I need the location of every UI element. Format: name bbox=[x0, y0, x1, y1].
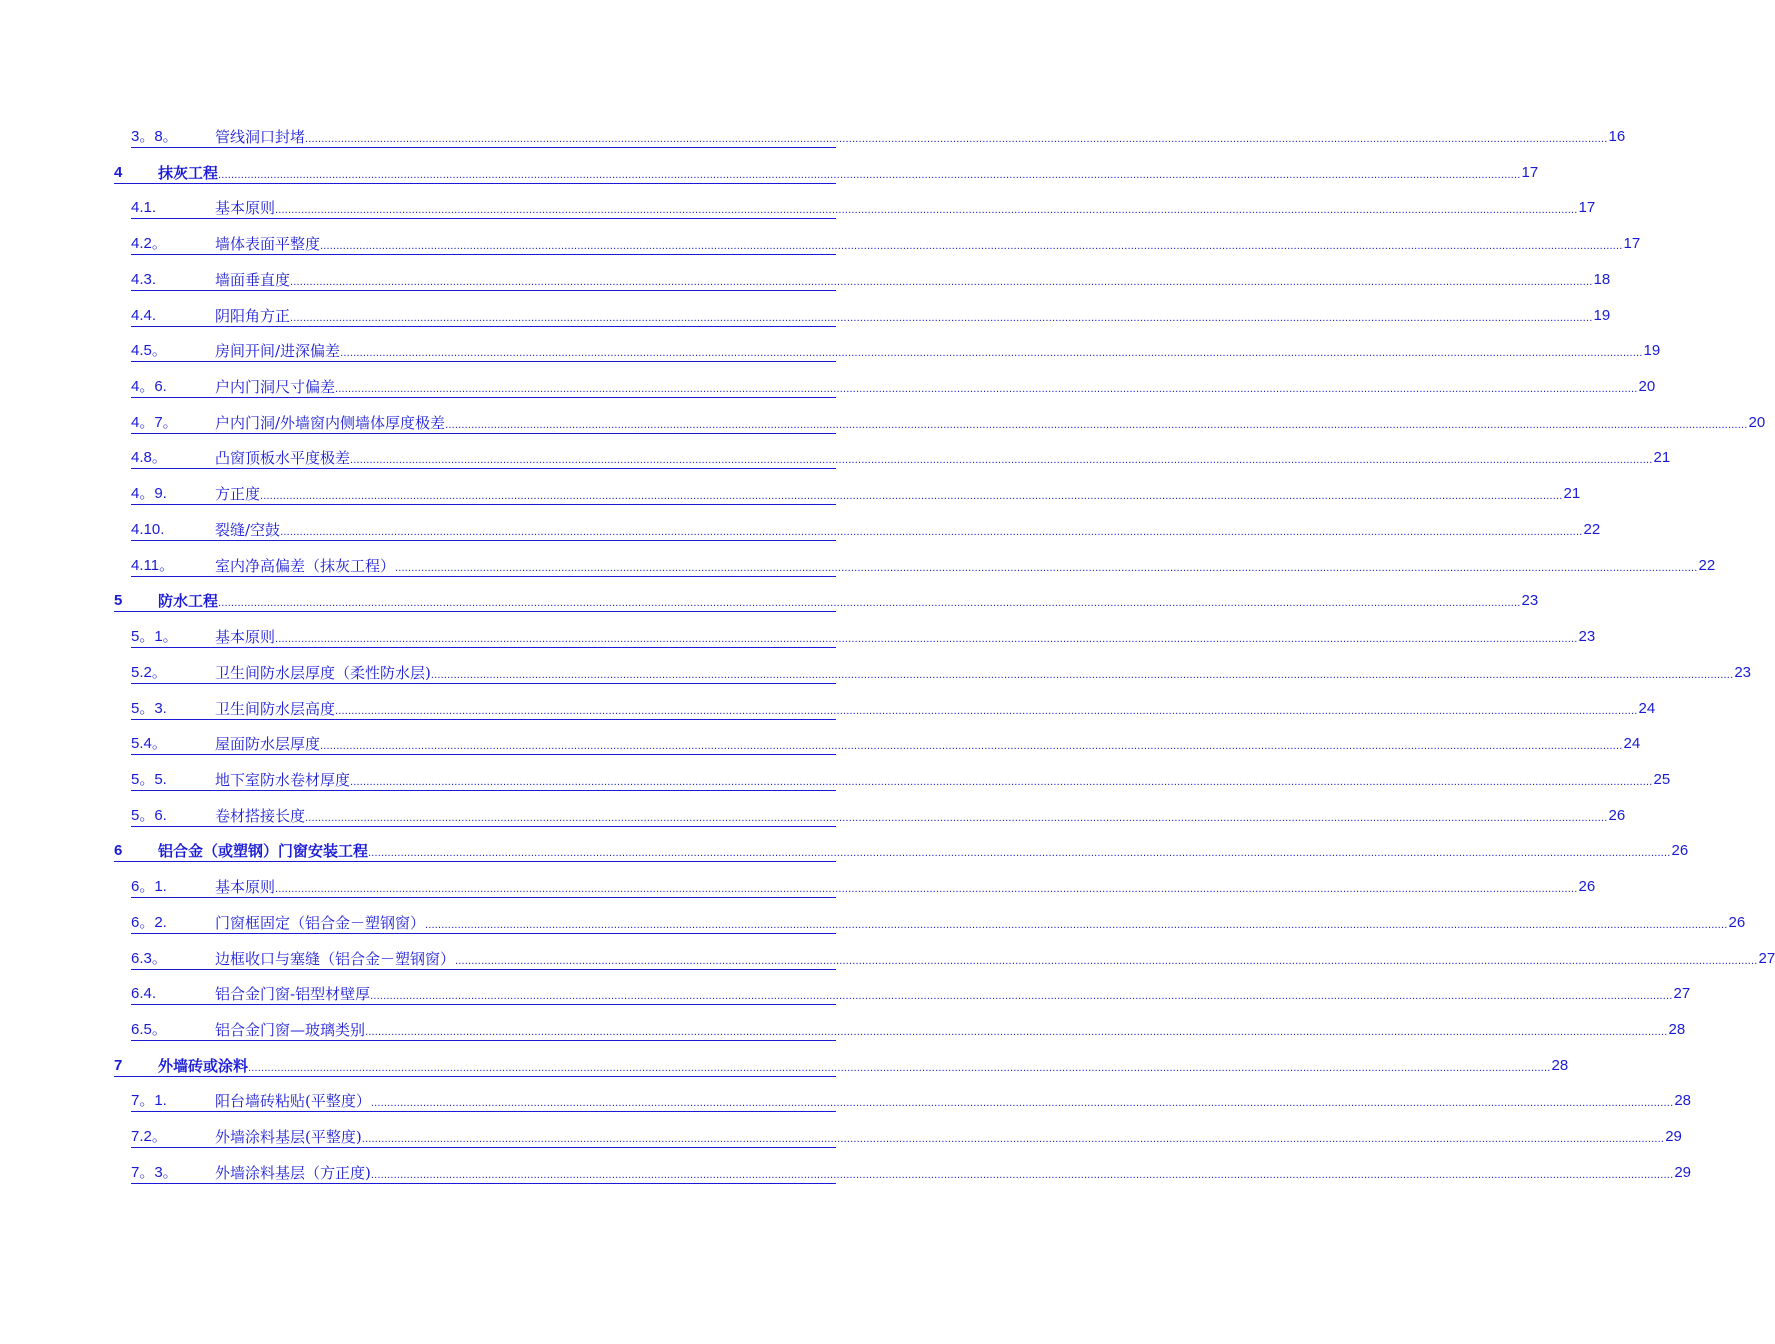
toc-page-number: 24 bbox=[1638, 699, 1656, 717]
toc-entry-line bbox=[114, 838, 1689, 862]
toc-entry-title: 裂缝/空鼓 bbox=[215, 520, 281, 539]
toc-entry-number: 6.4. bbox=[131, 985, 157, 1003]
toc-page-number: 24 bbox=[1623, 735, 1641, 753]
toc-dot-leader: ................................................................................................................................................................................................................................................................................................................................................................................................................ bbox=[275, 204, 1578, 217]
toc-dot-leader: ................................................................................................................................................................................................................................................................................................................................................................................................................ bbox=[335, 704, 1638, 717]
toc-section-entry[interactable] bbox=[0, 553, 1716, 577]
toc-section-entry[interactable] bbox=[0, 946, 1775, 970]
toc-dot-leader: ................................................................................................................................................................................................................................................................................................................................................................................................................ bbox=[260, 490, 1563, 503]
toc-page-number: 20 bbox=[1748, 413, 1766, 431]
toc-dot-leader: ................................................................................................................................................................................................................................................................................................................................................................................................................ bbox=[275, 633, 1578, 646]
toc-dot-leader: ................................................................................................................................................................................................................................................................................................................................................................................................................ bbox=[361, 1133, 1665, 1146]
toc-dot-leader: ................................................................................................................................................................................................................................................................................................................................................................................................................ bbox=[350, 454, 1653, 467]
toc-dot-leader: ................................................................................................................................................................................................................................................................................................................................................................................................................ bbox=[290, 311, 1593, 324]
toc-entry-title: 基本原则 bbox=[215, 878, 276, 897]
toc-entry-number: 4.11。 bbox=[131, 556, 175, 574]
toc-dot-leader: ................................................................................................................................................................................................................................................................................................................................................................................................................ bbox=[425, 918, 1728, 931]
toc-page-number: 28 bbox=[1551, 1056, 1569, 1074]
toc-section-entry[interactable] bbox=[0, 803, 1626, 827]
toc-page-number: 26 bbox=[1578, 878, 1596, 896]
toc-section-entry[interactable] bbox=[0, 410, 1766, 434]
toc-section-entry[interactable] bbox=[0, 1088, 1692, 1112]
toc-entry-number: 4.3. bbox=[131, 270, 157, 288]
toc-entry-title: 卷材搭接长度 bbox=[215, 806, 306, 825]
toc-entry-number: 4.5。 bbox=[131, 342, 167, 360]
toc-entry-number: 6 bbox=[114, 842, 123, 860]
toc-page-number: 20 bbox=[1638, 378, 1656, 396]
toc-page-number: 26 bbox=[1608, 806, 1626, 824]
toc-entry-title: 基本原则 bbox=[215, 628, 276, 647]
toc-entry-line bbox=[131, 946, 1775, 970]
toc-entry-number: 4。9. bbox=[131, 485, 167, 503]
toc-dot-leader: ................................................................................................................................................................................................................................................................................................................................................................................................................ bbox=[275, 883, 1578, 896]
toc-entry-line bbox=[131, 767, 1671, 791]
toc-entry-title: 户内门洞/外墙窗内侧墙体厚度极差 bbox=[215, 413, 446, 432]
toc-dot-leader: ................................................................................................................................................................................................................................................................................................................................................................................................................ bbox=[430, 668, 1734, 681]
toc-dot-leader: ................................................................................................................................................................................................................................................................................................................................................................................................................ bbox=[305, 133, 1608, 145]
toc-page-number: 26 bbox=[1728, 913, 1746, 931]
toc-entry-number: 6。2. bbox=[131, 913, 167, 931]
toc-entry-number: 7 bbox=[114, 1056, 123, 1074]
toc-entry-title: 铝合金门窗-铝型材壁厚 bbox=[215, 985, 371, 1004]
toc-page-number: 17 bbox=[1521, 163, 1539, 181]
toc-page-number: 29 bbox=[1665, 1128, 1682, 1146]
toc-entry-number: 5。5. bbox=[131, 770, 167, 788]
toc-dot-leader: ................................................................................................................................................................................................................................................................................................................................................................................................................ bbox=[368, 847, 1671, 860]
toc-section-entry[interactable] bbox=[0, 1017, 1686, 1041]
toc-dot-leader: ................................................................................................................................................................................................................................................................................................................................................................................................................ bbox=[320, 740, 1623, 753]
toc-page-number: 26 bbox=[1671, 842, 1689, 860]
toc-page-number: 23 bbox=[1578, 628, 1596, 646]
toc-entry-line bbox=[131, 195, 1596, 219]
toc-section-entry[interactable] bbox=[0, 731, 1641, 755]
toc-page-number: 28 bbox=[1668, 1021, 1686, 1038]
toc-entry-line bbox=[131, 338, 1661, 362]
toc-entry-line bbox=[131, 1160, 1692, 1184]
toc-entry-number: 7。3。 bbox=[131, 1163, 178, 1181]
toc-page-number: 19 bbox=[1593, 306, 1611, 324]
toc-entry-line bbox=[114, 588, 1539, 612]
toc-dot-leader: ................................................................................................................................................................................................................................................................................................................................................................................................................ bbox=[395, 561, 1698, 574]
toc-entry-line bbox=[131, 445, 1671, 469]
toc-dot-leader: ................................................................................................................................................................................................................................................................................................................................................................................................................ bbox=[370, 990, 1673, 1003]
toc-entry-number: 6.3。 bbox=[131, 949, 167, 967]
toc-entry-title: 房间开间/进深偏差 bbox=[215, 342, 341, 361]
toc-chapter-entry[interactable] bbox=[0, 160, 1539, 184]
toc-page-number: 18 bbox=[1593, 270, 1611, 288]
toc-entry-number: 6。1. bbox=[131, 878, 167, 896]
toc-page-number: 21 bbox=[1563, 485, 1581, 503]
toc-entry-number: 5.2。 bbox=[131, 663, 167, 681]
toc-entry-title: 方正度 bbox=[215, 485, 261, 504]
toc-section-entry[interactable] bbox=[0, 1160, 1692, 1184]
toc-page-number: 27 bbox=[1673, 985, 1691, 1003]
toc-entry-title: 阴阳角方正 bbox=[215, 306, 291, 325]
toc-entry-line bbox=[131, 374, 1656, 398]
toc-entry-line bbox=[114, 1053, 1569, 1077]
toc-section-entry[interactable] bbox=[0, 874, 1596, 898]
toc-entry-line bbox=[131, 1124, 1682, 1148]
toc-section-entry[interactable] bbox=[0, 124, 1626, 148]
toc-entry-title: 铝合金门窗—玻璃类别 bbox=[215, 1021, 366, 1039]
toc-entry-number: 4.1. bbox=[131, 199, 157, 217]
toc-section-entry[interactable] bbox=[0, 910, 1746, 934]
toc-entry-line bbox=[131, 696, 1656, 720]
toc-entry-line bbox=[131, 303, 1611, 327]
toc-section-entry[interactable] bbox=[0, 517, 1601, 541]
toc-dot-leader: ................................................................................................................................................................................................................................................................................................................................................................................................................ bbox=[305, 811, 1608, 824]
toc-entry-number: 7.2。 bbox=[131, 1128, 167, 1146]
toc-entry-title: 地下室防水卷材厚度 bbox=[215, 770, 351, 789]
toc-section-entry[interactable] bbox=[0, 660, 1752, 684]
toc-page-number: 29 bbox=[1674, 1163, 1692, 1181]
toc-page-number: 23 bbox=[1734, 663, 1752, 681]
toc-entry-title: 墙体表面平整度 bbox=[215, 235, 321, 254]
toc-dot-leader: ................................................................................................................................................................................................................................................................................................................................................................................................................ bbox=[370, 1168, 1674, 1181]
toc-entry-number: 4。6. bbox=[131, 378, 167, 396]
toc-entry-number: 5。6. bbox=[131, 806, 167, 824]
toc-entry-number: 5。1。 bbox=[131, 628, 178, 646]
toc-section-entry[interactable] bbox=[0, 267, 1611, 291]
toc-page-number: 17 bbox=[1578, 199, 1596, 217]
toc-entry-line bbox=[131, 553, 1716, 577]
toc-entry-number: 5。3. bbox=[131, 699, 167, 717]
toc-entry-title: 屋面防水层厚度 bbox=[215, 735, 321, 754]
toc-entry-line bbox=[131, 731, 1641, 755]
toc-entry-title: 基本原则 bbox=[215, 199, 276, 218]
toc-dot-leader: ................................................................................................................................................................................................................................................................................................................................................................................................................ bbox=[335, 383, 1638, 396]
toc-dot-leader: ................................................................................................................................................................................................................................................................................................................................................................................................................ bbox=[320, 240, 1623, 253]
toc-entry-line bbox=[131, 803, 1626, 827]
toc-entry-line bbox=[131, 231, 1641, 255]
toc-dot-leader: ................................................................................................................................................................................................................................................................................................................................................................................................................ bbox=[350, 775, 1653, 788]
toc-entry-title: 外墙砖或涂料 bbox=[158, 1056, 249, 1075]
toc-section-entry[interactable] bbox=[0, 303, 1611, 327]
toc-section-entry[interactable] bbox=[0, 481, 1581, 505]
toc-entry-line bbox=[131, 660, 1752, 684]
toc-section-entry[interactable] bbox=[0, 767, 1671, 791]
toc-entry-number: 4.10. bbox=[131, 520, 165, 538]
toc-section-entry[interactable] bbox=[0, 338, 1661, 362]
toc-dot-leader: ................................................................................................................................................................................................................................................................................................................................................................................................................ bbox=[445, 418, 1748, 431]
toc-entry-line bbox=[131, 874, 1596, 898]
toc-entry-title: 外墙涂料基层(平整度) bbox=[215, 1128, 362, 1147]
toc-entry-title: 室内净高偏差（抹灰工程） bbox=[215, 556, 396, 575]
toc-entry-number: 4.8。 bbox=[131, 449, 167, 467]
toc-dot-leader: ................................................................................................................................................................................................................................................................................................................................................................................................................ bbox=[280, 525, 1583, 538]
toc-entry-title: 铝合金（或塑钢）门窗安装工程 bbox=[158, 842, 369, 861]
toc-entry-line bbox=[131, 410, 1766, 434]
toc-section-entry[interactable] bbox=[0, 981, 1691, 1005]
toc-entry-number: 5 bbox=[114, 592, 123, 610]
toc-entry-title: 卫生间防水层厚度（柔性防水层) bbox=[215, 663, 431, 682]
toc-entry-number: 5.4。 bbox=[131, 735, 167, 753]
toc-entry-line bbox=[131, 1017, 1686, 1041]
toc-page-number: 23 bbox=[1521, 592, 1539, 610]
toc-page-number: 27 bbox=[1758, 949, 1775, 967]
toc-section-entry[interactable] bbox=[0, 1124, 1682, 1148]
toc-page-number: 19 bbox=[1643, 342, 1661, 360]
toc-page-number: 22 bbox=[1583, 520, 1601, 538]
toc-entry-title: 管线洞口封堵 bbox=[215, 128, 306, 146]
toc-dot-leader: ................................................................................................................................................................................................................................................................................................................................................................................................................ bbox=[370, 1097, 1674, 1110]
toc-entry-line bbox=[131, 124, 1626, 148]
toc-entry-line bbox=[114, 160, 1539, 184]
toc-entry-title: 防水工程 bbox=[158, 592, 219, 611]
toc-dot-leader: ................................................................................................................................................................................................................................................................................................................................................................................................................ bbox=[290, 275, 1593, 288]
toc-entry-title: 凸窗顶板水平度极差 bbox=[215, 449, 351, 468]
toc-section-entry[interactable] bbox=[0, 624, 1596, 648]
toc-section-entry[interactable] bbox=[0, 195, 1596, 219]
toc-entry-line bbox=[131, 481, 1581, 505]
toc-entry-title: 抹灰工程 bbox=[158, 163, 219, 182]
toc-section-entry[interactable] bbox=[0, 445, 1671, 469]
toc-dot-leader: ................................................................................................................................................................................................................................................................................................................................................................................................................ bbox=[365, 1026, 1668, 1038]
toc-entry-title: 门窗框固定（铝合金－塑钢窗） bbox=[215, 913, 426, 932]
toc-page-number: 17 bbox=[1623, 235, 1641, 253]
toc-dot-leader: ................................................................................................................................................................................................................................................................................................................................................................................................................ bbox=[218, 168, 1521, 181]
toc-entry-number: 4.2。 bbox=[131, 235, 167, 253]
toc-dot-leader: ................................................................................................................................................................................................................................................................................................................................................................................................................ bbox=[248, 1061, 1551, 1074]
toc-page-number: 28 bbox=[1674, 1092, 1692, 1110]
toc-entry-title: 墙面垂直度 bbox=[215, 270, 291, 289]
toc-entry-line bbox=[131, 517, 1601, 541]
toc-dot-leader: ................................................................................................................................................................................................................................................................................................................................................................................................................ bbox=[218, 597, 1521, 610]
toc-entry-title: 卫生间防水层高度 bbox=[215, 699, 336, 718]
toc-page-number: 21 bbox=[1653, 449, 1671, 467]
toc-entry-number: 7。1. bbox=[131, 1092, 167, 1110]
toc-section-entry[interactable] bbox=[0, 231, 1641, 255]
toc-dot-leader: ................................................................................................................................................................................................................................................................................................................................................................................................................ bbox=[455, 954, 1758, 967]
toc-entry-number: 3。8。 bbox=[131, 128, 178, 145]
toc-dot-leader: ................................................................................................................................................................................................................................................................................................................................................................................................................ bbox=[340, 347, 1643, 360]
toc-chapter-entry[interactable] bbox=[0, 1053, 1569, 1077]
toc-section-entry[interactable] bbox=[0, 696, 1656, 720]
toc-entry-line bbox=[131, 910, 1746, 934]
toc-entry-line bbox=[131, 267, 1611, 291]
toc-entry-title: 阳台墙砖粘贴(平整度） bbox=[215, 1092, 371, 1111]
toc-entry-number: 4.4. bbox=[131, 306, 157, 324]
toc-entry-title: 户内门洞尺寸偏差 bbox=[215, 378, 336, 397]
toc-chapter-entry[interactable] bbox=[0, 838, 1689, 862]
toc-page-number: 25 bbox=[1653, 770, 1671, 788]
toc-page-number: 16 bbox=[1608, 128, 1626, 145]
toc-section-entry[interactable] bbox=[0, 374, 1656, 398]
toc-entry-line bbox=[131, 1088, 1692, 1112]
toc-entry-title: 外墙涂料基层（方正度) bbox=[215, 1163, 371, 1182]
toc-entry-number: 6.5。 bbox=[131, 1021, 167, 1038]
toc-entry-line bbox=[131, 981, 1691, 1005]
toc-entry-title: 边框收口与塞缝（铝合金－塑钢窗） bbox=[215, 949, 456, 968]
toc-entry-line bbox=[131, 624, 1596, 648]
toc-chapter-entry[interactable] bbox=[0, 588, 1539, 612]
toc-entry-number: 4。7。 bbox=[131, 413, 178, 431]
toc-page-number: 22 bbox=[1698, 556, 1716, 574]
toc-entry-number: 4 bbox=[114, 163, 123, 181]
